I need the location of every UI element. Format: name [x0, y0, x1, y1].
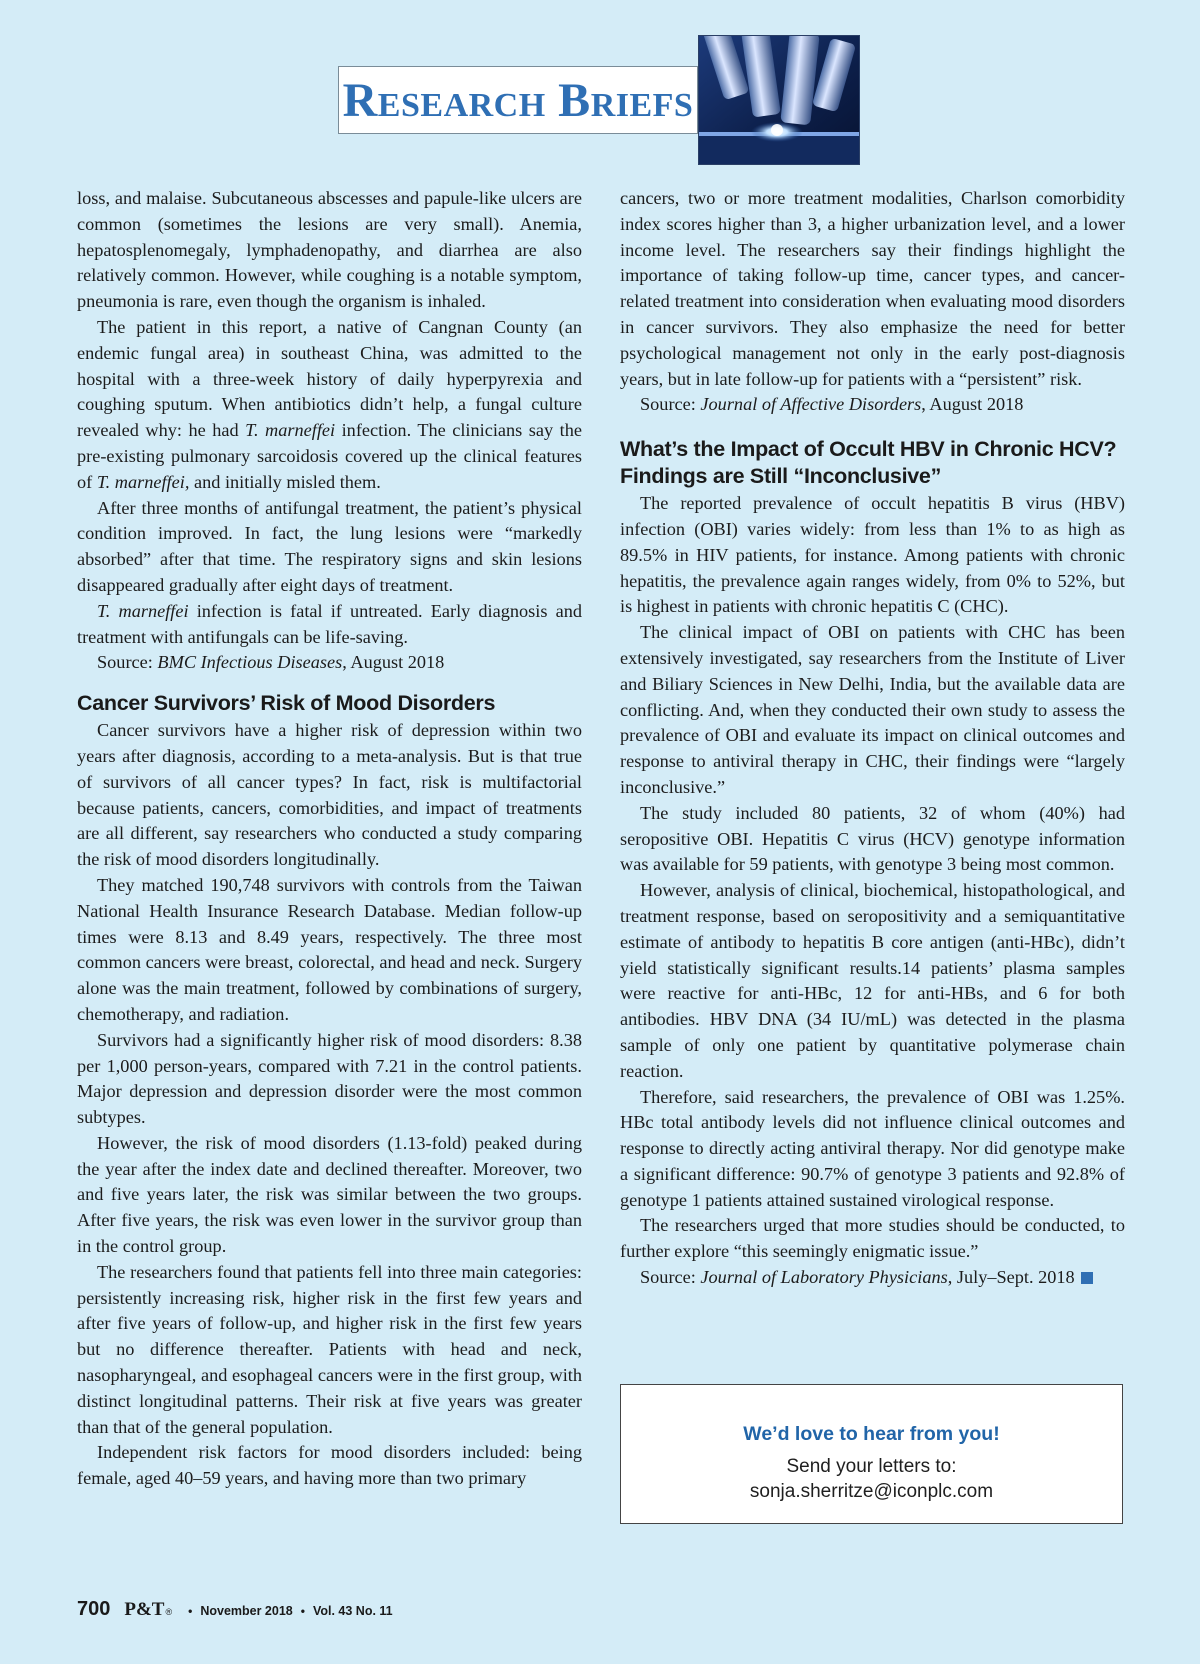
source-label: Source:	[97, 652, 158, 673]
microscope-image	[698, 35, 860, 165]
source-journal: Journal of Laboratory Physicians	[700, 1267, 948, 1288]
text-run: The patient in this report, a native of Cangnan County (an endemic fungal area) in southeast China, was admitted to the hospital with a three-week history of daily hyperpyrexia and coughing sputum. When antibiotics didn’t help, a fungal culture revealed why: he had	[77, 316, 582, 441]
letters-email[interactable]: sonja.sherritze@iconplc.com	[749, 1481, 994, 1502]
issue-date: November 2018	[200, 1604, 293, 1618]
organism-name: T. marneffei,	[96, 471, 190, 492]
source-journal: Journal of Affective Disorders	[700, 394, 922, 415]
source-date: , August 2018	[921, 394, 1024, 415]
registered-mark: ®	[165, 1607, 173, 1617]
paragraph: However, the risk of mood disorders (1.13-fold) peaked during the year after the index date and declined thereafter. Moreover, two and five years later, the risk was similar between the two groups. After five years, the risk was even lower in the survivor group than in the control group.	[77, 1132, 582, 1257]
paragraph: Therefore, said researchers, the prevalence of OBI was 1.25%. HBc total antibody levels did not influence clinical outcomes and response to directly acting antiviral therapy. Nor did genotype make a significant difference: 90.7% of genotype 3 patients and 92.8% of genotype 1 patients attained sustained virological response.	[620, 1086, 1125, 1210]
source-label: Source:	[640, 394, 701, 415]
source-citation	[77, 650, 582, 676]
letters-heading: We’d love to hear from you!	[743, 1423, 1000, 1445]
paragraph: Cancer survivors have a higher risk of depression within two years after diagnosis, according to a meta-analysis. But is that true of survivors of all cancer types? In fact, risk is multifactorial because patients, cancers, comorbidities, and impact of treatments are all different, say researchers who conducted a study comparing the risk of mood disorders longitudinally.	[77, 720, 582, 870]
right-column	[620, 186, 1125, 1291]
article-heading: Cancer Survivors’ Risk of Mood Disorders	[77, 691, 496, 716]
text-run: and initially misled them.	[189, 471, 381, 492]
paragraph	[77, 599, 582, 651]
section-title	[338, 66, 698, 134]
text-run: infection. The clinicians say the pre-existing pulmonary sarcoidosis covered up the clinical features of	[77, 420, 583, 492]
source-citation	[620, 392, 1125, 418]
left-column	[77, 186, 582, 1492]
paragraph: The clinical impact of OBI on patients with CHC has been extensively investigated, say researchers from the Institute of Liver and Biliary Sciences in New Delhi, India, but the available data are conflicting. And, when they conducted their own study to assess the prevalence of OBI and evaluate its impact on clinical outcomes and response to antiviral therapy in CHC, their findings were “largely inconclusive.”	[620, 622, 1125, 797]
separator: •	[300, 1604, 305, 1618]
paragraph: loss, and malaise. Subcutaneous abscesses and papule-like ulcers are common (sometimes the lesions are very small). Anemia, hepatosplenomegaly, lymphadenopathy, and diarrhea are also relatively common. However, while coughing is a notable symptom, pneumonia is rare, even though the organism is inhaled.	[77, 188, 582, 312]
paragraph: However, analysis of clinical, biochemical, histopathological, and treatment response, based on seropositivity and a semiquantitative estimate of antibody to hepatitis B core antigen (anti-HBc), didn’t yield statistically significant results.14 patients’ plasma samples were reactive for anti-HBc, 12 for anti-HBs, and 6 for both antibodies. HBV DNA (34 IU/mL) was detected in the plasma sample of only one patient by quantitative polymerase chain reaction.	[620, 880, 1125, 1081]
page-number: 700	[77, 1598, 111, 1620]
source-date: , July–Sept. 2018	[947, 1267, 1075, 1288]
letters-callout-box	[620, 1384, 1123, 1524]
paragraph: The reported prevalence of occult hepatitis B virus (HBV) infection (OBI) varies widely: from less than 1% to as high as 89.5% in HIV patients, for instance. Among patients with chronic hepatitis, the prevalence again ranges widely, from 0% to 52%, but is highest in patients with chronic hepatitis C (CHC).	[620, 493, 1125, 617]
journal-name: P&T	[124, 1599, 165, 1620]
paragraph: The researchers urged that more studies should be conducted, to further explore “this seemingly enigmatic issue.”	[620, 1215, 1125, 1262]
letters-instruction: Send your letters to:	[786, 1456, 957, 1477]
page-footer	[77, 1598, 393, 1621]
organism-name: T. marneffei	[97, 600, 189, 621]
paragraph: The researchers found that patients fell into three main categories: persistently increasing risk, higher risk in the first few years and after five years of follow-up, and higher risk in the first few years but no difference thereafter. Patients with head and neck, nasopharyngeal, and esophageal cancers were in the first group, with distinct longitudinal patterns. Their risk at five years was greater than that of the general population.	[77, 1261, 582, 1437]
paragraph: Survivors had a significantly higher risk of mood disorders: 8.38 per 1,000 person-years, compared with 7.21 in the control patients. Major depression and depression disorder were the most common subtypes.	[77, 1029, 582, 1128]
volume-issue: Vol. 43 No. 11	[312, 1604, 393, 1618]
organism-name: T. marneffei	[245, 420, 336, 441]
separator: •	[188, 1604, 193, 1618]
source-date: , August 2018	[342, 652, 445, 673]
section-title-text: Research Briefs	[342, 73, 694, 127]
paragraph	[77, 315, 582, 496]
paragraph: After three months of antifungal treatment, the patient’s physical condition improved. In fact, the lung lesions were “markedly absorbed” after that time. The respiratory signs and skin lesions disappeared gradually after eight days of treatment.	[77, 497, 582, 595]
paragraph: cancers, two or more treatment modalities, Charlson comorbidity index scores higher than 3, a higher urbanization level, and a lower income level. The researchers say their findings highlight the importance of taking follow-up time, cancer types, and cancer-related treatment into consideration when evaluating mood disorders in cancer survivors. They also emphasize the need for better psychological management not only in the early post-diagnosis years, but in late follow-up for patients with a “persistent” risk.	[620, 188, 1125, 389]
text-run: infection is fatal if untreated. Early diagnosis and treatment with antifungals can be life-saving.	[77, 600, 582, 647]
paragraph: They matched 190,748 survivors with controls from the Taiwan National Health Insurance Research Database. Median follow-up times were 8.13 and 8.49 years, respectively. The three most common cancers were breast, colorectal, and head and neck. Surgery alone was the main treatment, followed by combinations of surgery, chemotherapy, and radiation.	[77, 874, 582, 1024]
source-journal: BMC Infectious Diseases	[157, 652, 343, 673]
paragraph: Independent risk factors for mood disorders included: being female, aged 40–59 years, and having more than two primary	[77, 1442, 582, 1489]
source-label: Source:	[640, 1267, 701, 1288]
end-of-article-square-icon	[1081, 1272, 1093, 1284]
article-heading: What’s the Impact of Occult HBV in Chronic HCV? Findings are Still “Inconclusive”	[620, 437, 1117, 489]
paragraph: The study included 80 patients, 32 of whom (40%) had seropositive OBI. Hepatitis C virus (HCV) genotype information was available for 59 patients, with genotype 3 being most common.	[620, 802, 1125, 875]
source-citation	[620, 1265, 1125, 1291]
microscope-illustration	[699, 36, 860, 165]
